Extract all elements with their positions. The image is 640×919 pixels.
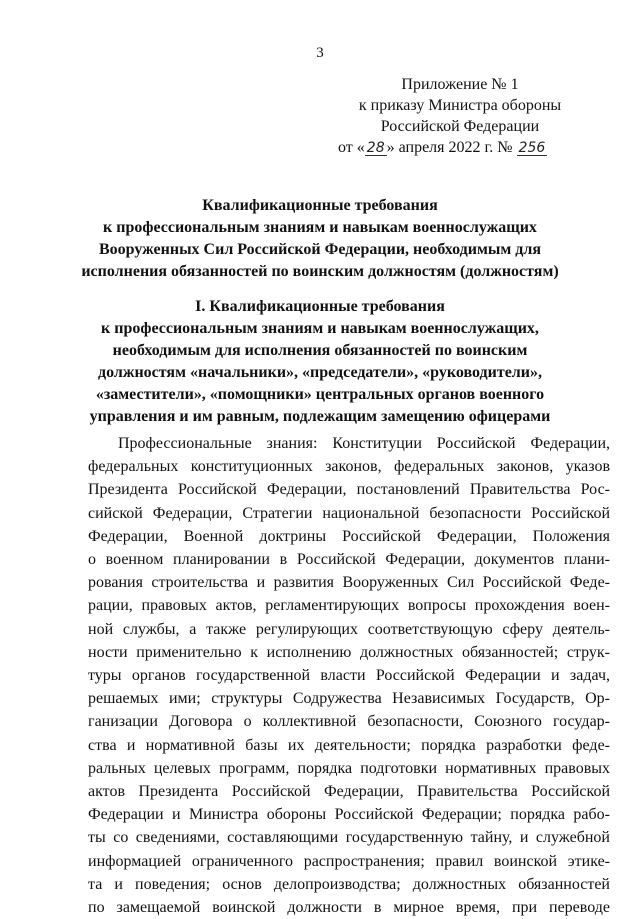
section-heading-line: должностям «начальники», «председатели», «руководители», bbox=[98, 364, 542, 381]
body-line: о военном планировании в Российской Федерации, документов плани- bbox=[88, 551, 610, 569]
title-line: Квалификационные требования bbox=[202, 197, 438, 214]
handwritten-day: 28 bbox=[366, 140, 385, 156]
appendix-header bbox=[330, 74, 590, 158]
section-heading-line: «заместители», «помощники» центральных органов военного bbox=[95, 386, 545, 403]
body-line: рации, правовых актов, регламентирующих вопросы прохождения воен- bbox=[88, 597, 610, 615]
body-line: Профессиональные знания: Конституции Российской Федерации, bbox=[118, 435, 610, 452]
section-heading-line: к профессиональным знаниям и навыкам военнослужащих, bbox=[101, 320, 539, 337]
section-heading bbox=[0, 296, 640, 428]
title-line: Вооруженных Сил Российской Федерации, необходимым для bbox=[98, 241, 541, 258]
title-line: исполнения обязанностей по воинским должностям (должностям) bbox=[81, 263, 559, 280]
body-line: федеральных конституционных законов, федеральных законов, указов bbox=[88, 458, 610, 476]
body-paragraph bbox=[88, 432, 610, 919]
page-number: 3 bbox=[316, 45, 324, 61]
body-line: сийской Федерации, Стратегии национальной безопасности Российской bbox=[88, 504, 610, 522]
body-line: туры органов государственной власти Российской Федерации и задач, bbox=[88, 667, 610, 685]
body-line: ной службы, а также регулирующих соответствующую сферу деятель- bbox=[88, 620, 610, 638]
body-line: та и поведения; основ делопроизводства; должностных обязанностей bbox=[88, 875, 610, 893]
body-line: ства и нормативной базы их деятельности; порядка разработки феде- bbox=[88, 736, 610, 754]
section-heading-line: управления и им равным, подлежащим замещению офицерами bbox=[89, 408, 551, 425]
body-line: решаемых ими; структуры Содружества Независимых Государств, Ор- bbox=[88, 690, 610, 708]
body-line: ности применительно к исполнению должностных обязанностей; струк- bbox=[88, 643, 610, 661]
body-line: Президента Российской Федерации, постановлений Правительства Рос- bbox=[88, 481, 610, 499]
appendix-order-reference: к приказу Министра обороны bbox=[358, 97, 562, 114]
body-line: информацией ограниченного распространения; правил воинской этике- bbox=[88, 852, 610, 870]
appendix-date-line bbox=[330, 137, 590, 158]
section-heading-line: I. Квалификационные требования bbox=[195, 298, 445, 315]
body-line: актов Президента Российской Федерации, Правительства Российской bbox=[88, 783, 610, 801]
body-line: по замещаемой воинской должности в мирное время, при переводе bbox=[88, 899, 610, 917]
appendix-label: Приложение № 1 bbox=[401, 76, 519, 93]
body-line: ты со сведениями, составляющими государственную тайну, и служебной bbox=[88, 829, 610, 847]
date-prefix: от « bbox=[338, 139, 365, 156]
body-line: Федерации, Военной доктрины Российской Федерации, Положения bbox=[88, 527, 610, 545]
body-line: ральных целевых программ, порядка подготовки нормативных правовых bbox=[88, 759, 610, 777]
section-heading-line: необходимым для исполнения обязанностей по воинским bbox=[112, 342, 528, 359]
body-line: рования строительства и развития Вооруженных Сил Российской Феде- bbox=[88, 574, 610, 592]
body-line: ганизации Договора о коллективной безопасности, Союзного государ- bbox=[88, 713, 610, 731]
title-line: к профессиональным знаниям и навыкам военнослужащих bbox=[103, 219, 537, 236]
date-middle: » апреля 2022 г. № bbox=[386, 139, 513, 156]
body-line: Федерации и Министра обороны Российской Федерации; порядка рабо- bbox=[88, 806, 610, 824]
document-title bbox=[0, 195, 640, 283]
handwritten-order-number: 256 bbox=[518, 140, 546, 156]
appendix-country: Российской Федерации bbox=[380, 118, 540, 135]
